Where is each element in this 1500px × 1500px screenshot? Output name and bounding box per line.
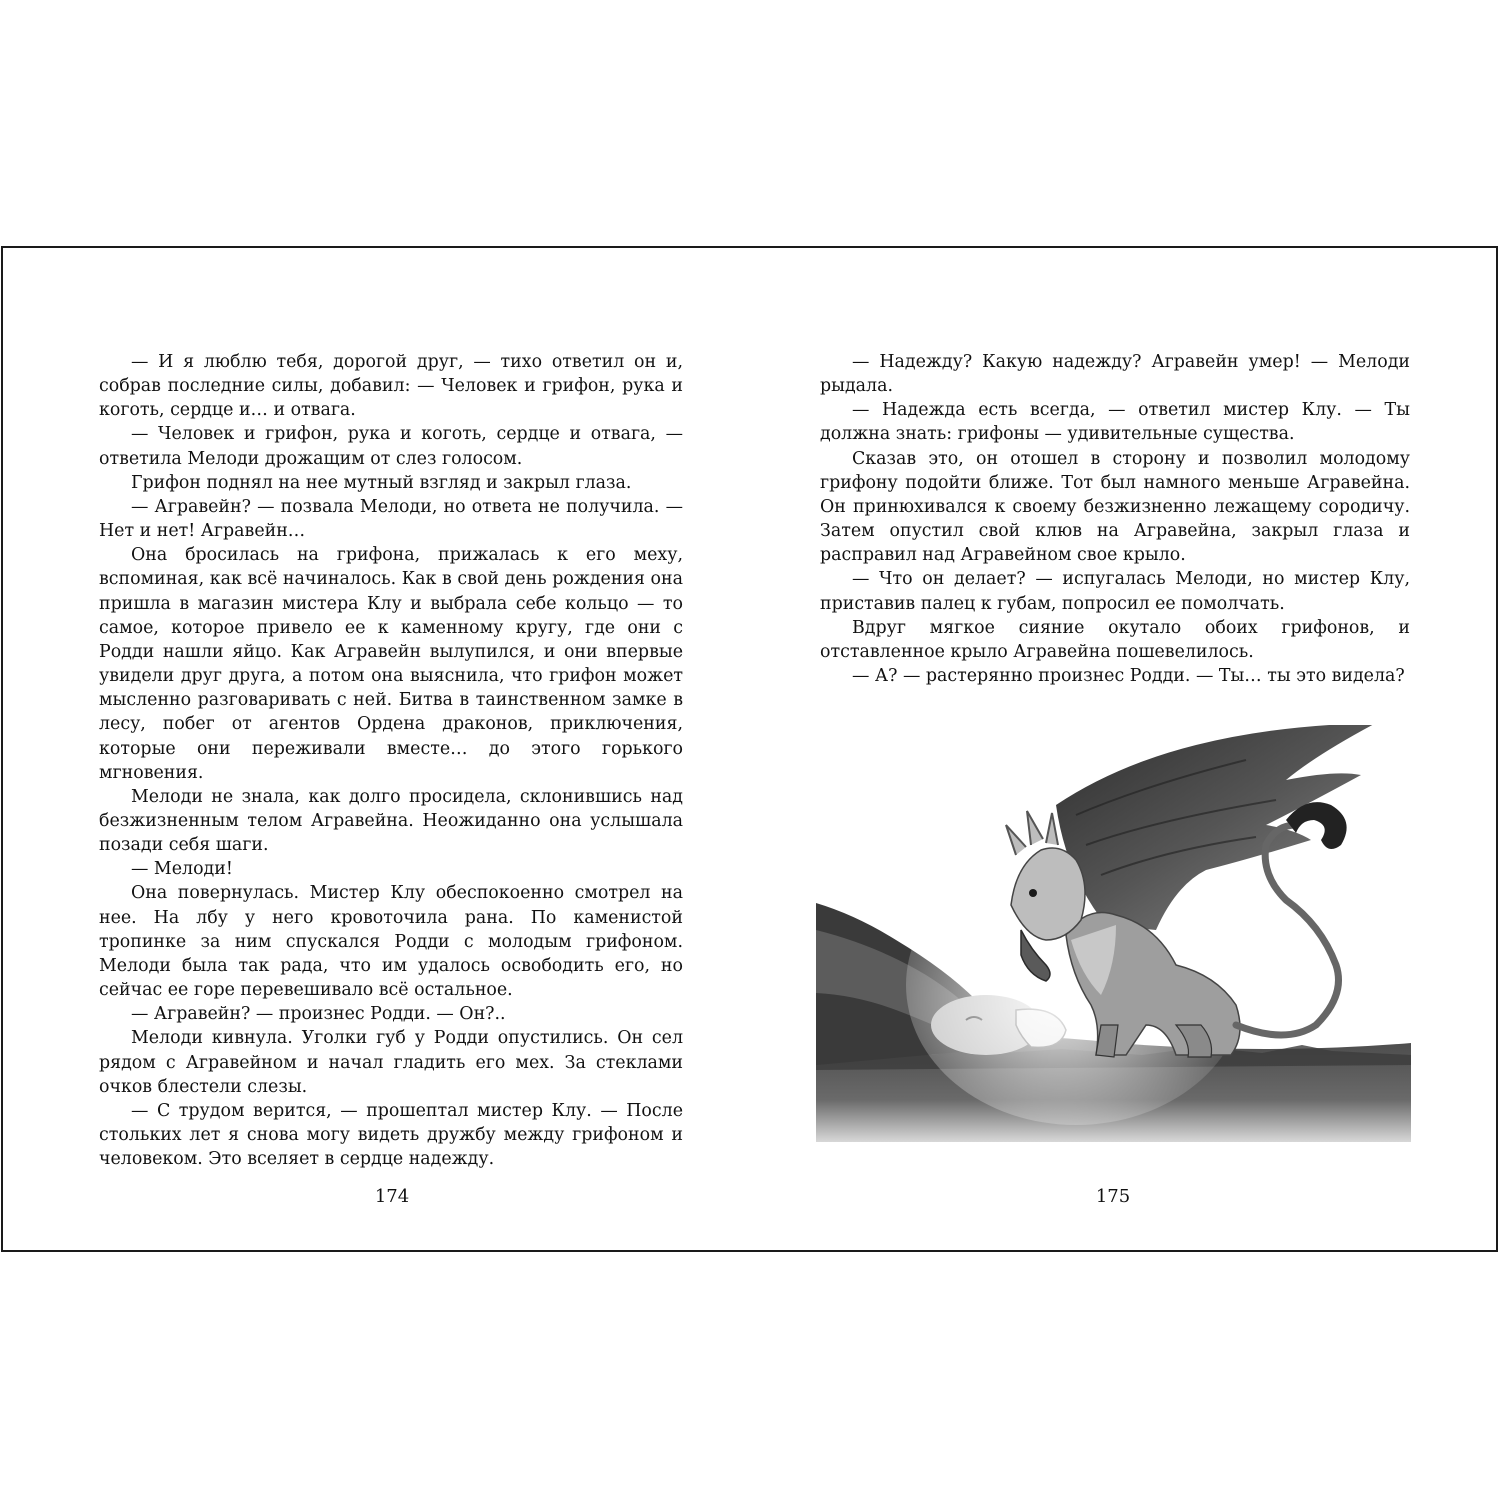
paragraph: — Надежда есть всегда, — ответил мистер Клу. — Ты должна знать: грифоны — удивительные существа. xyxy=(820,400,1410,445)
griffin-illustration xyxy=(816,725,1411,1142)
book-spread xyxy=(1,246,1498,1252)
left-page-text xyxy=(99,350,683,1171)
paragraph: Она бросилась на грифона, прижалась к его меху, вспоминая, как всё начиналось. Как в свой день рождения она пришла в магазин мистера Клу и выбрала себе кольцо — то самое, которое привело ее к каменному кругу, где они с Родди нашли яйцо. Как Агравейн вылупился, и они впервые увидели друг друга, а потом она выяснила, что грифон может мысленно разговаривать с ней. Битва в таинственном замке в лесу, побег от агентов Ордена драконов, приключения, которые они переживали вместе… до этого горького мгновения. xyxy=(99,545,683,783)
paragraph: — Что он делает? — испугалась Мелоди, но мистер Клу, приставив палец к губам, попросил ее помолчать. xyxy=(820,569,1410,614)
paragraph: — Агравейн? — позвала Мелоди, но ответа не получила. — Нет и нет! Агравейн… xyxy=(99,496,683,542)
paragraph: Мелоди не знала, как долго просидела, склонившись над безжизненным телом Агравейна. Неожиданно она услышала позади себя шаги. xyxy=(99,786,683,856)
paragraph: — А? — растерянно произнес Родди. — Ты… ты это видела? xyxy=(852,666,1405,687)
paragraph: Мелоди кивнула. Уголки губ у Родди опустились. Он сел рядом с Агравейном и начал гладить его мех. За стеклами очков блестели слезы. xyxy=(99,1028,683,1097)
paragraph: — Мелоди! xyxy=(131,859,233,880)
paragraph: — Агравейн? — произнес Родди. — Он?.. xyxy=(131,1004,506,1025)
paragraph: Она повернулась. Мистер Клу обеспокоенно смотрел на нее. На лбу у него кровоточила рана. По каменистой тропинке за ним спускался Родди с молодым грифоном. Мелоди была так рада, что им удалось освободить его, но сейчас ее горе перевешивало всё остальное. xyxy=(99,883,683,1001)
paragraph: — С трудом верится, — прошептал мистер Клу. — После стольких лет я снова могу видеть дружбу между грифоном и человеком. Это вселяет в сердце надежду. xyxy=(99,1100,683,1170)
page-number-left: 174 xyxy=(374,1186,410,1207)
right-page-text xyxy=(820,350,1410,688)
paragraph: Грифон поднял на нее мутный взгляд и закрыл глаза. xyxy=(131,472,632,493)
paragraph: — И я люблю тебя, дорогой друг, — тихо ответил он и, собрав последние силы, добавил: — Человек и грифон, рука и коготь, сердце и… и отвага. xyxy=(99,352,683,421)
paragraph: — Человек и грифон, рука и коготь, сердце и отвага, — ответила Мелоди дрожащим от слез голосом. xyxy=(99,424,683,469)
paragraph: Сказав это, он отошел в сторону и позволил молодому грифону подойти ближе. Тот был намного меньше Агравейна. Он принюхивался к своему безжизненно лежащему сородичу. Затем опустил свой клюв на Агравейна, закрыл глаза и расправил над Агравейном свое крыло. xyxy=(820,448,1410,566)
paragraph: Вдруг мягкое сияние окутало обоих грифонов, и отставленное крыло Агравейна пошевелилось. xyxy=(820,617,1410,662)
paragraph: — Надежду? Какую надежду? Агравейн умер! — Мелоди рыдала. xyxy=(820,352,1410,397)
griffin-drawing xyxy=(816,725,1411,1142)
page-number-right: 175 xyxy=(1095,1186,1131,1207)
